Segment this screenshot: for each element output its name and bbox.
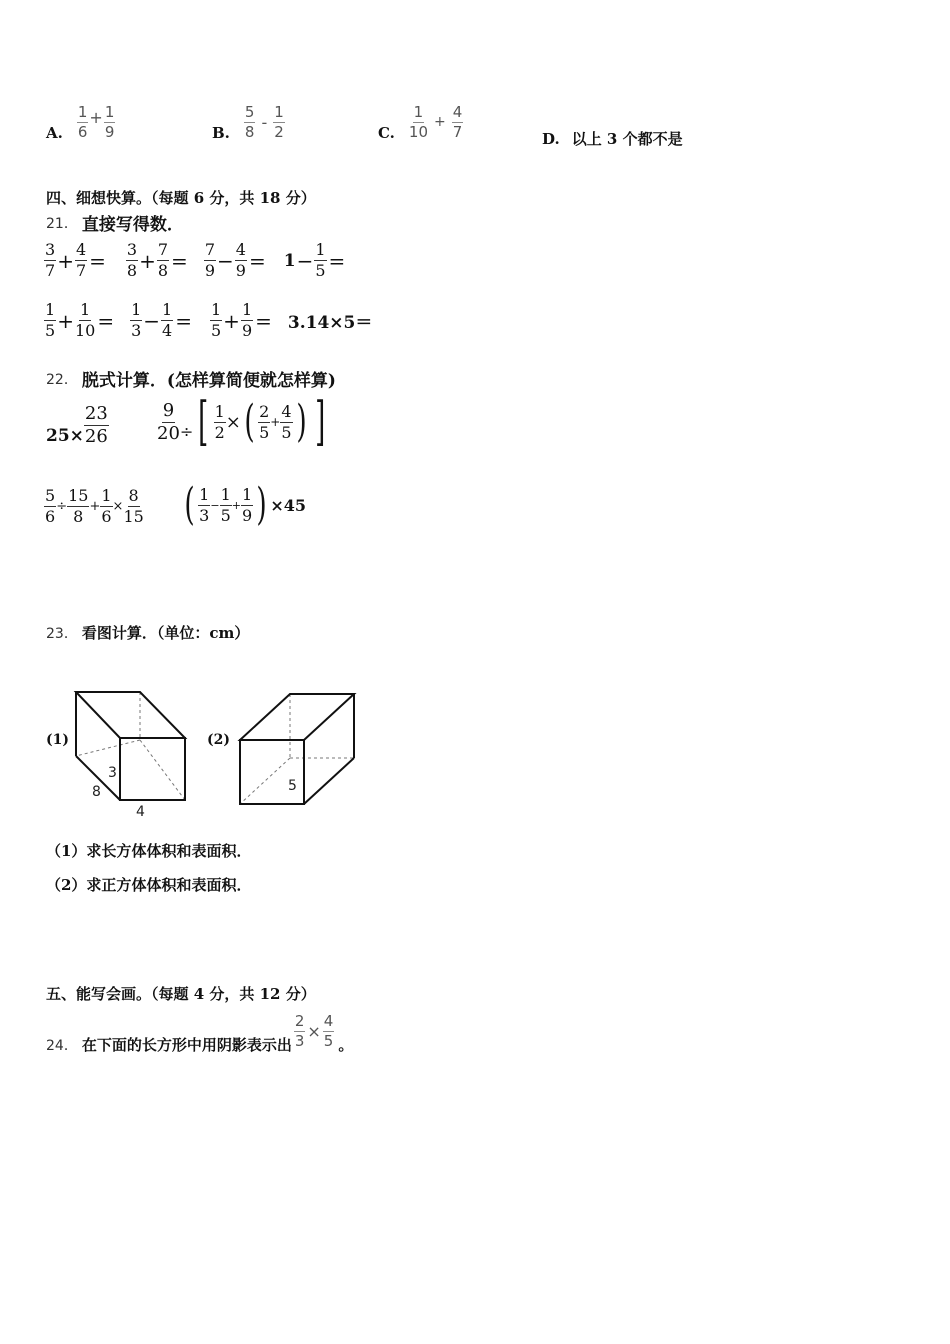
dim-width: 8 [92, 784, 101, 800]
question-22-header [46, 366, 336, 391]
sub-question-1: （1）求长方体体积和表面积． [46, 842, 252, 860]
dim-length: 4 [136, 804, 145, 820]
expression: $\frac{3}{8}$ + $\frac{7}{8}$ = [126, 240, 188, 280]
option-label: C. [378, 124, 395, 142]
q22-expression-2: $\frac{9}{20}$ ÷ [ $\frac{1}{2}$ × ( $\frac{2}{5}$ + $\frac{4}{5}$ ) ] [157, 392, 325, 452]
cube-figure [234, 686, 364, 814]
figure-1-label: (1) [46, 732, 69, 748]
fraction: $\frac{1}{9}$ [104, 102, 115, 141]
fraction: $\frac{5}{8}$ [244, 102, 255, 141]
question-number: 24． [46, 1037, 78, 1054]
question-21-header [46, 210, 184, 235]
q21-row-2 [44, 302, 372, 339]
option-label: D. [542, 129, 560, 148]
question-title: 看图计算．（单位：cm） [81, 624, 250, 642]
option-label: B. [212, 124, 230, 142]
question-number: 23． [46, 625, 78, 642]
expression: $\frac{1}{5}$ + $\frac{1}{10}$ = [45, 300, 115, 340]
option-c: C. $\frac{1}{10}$ + $\frac{4}{7}$ [378, 102, 463, 142]
expression: 3.14×5＝ [287, 313, 373, 333]
fraction: $\frac{1}{10}$ [408, 102, 428, 141]
question-24: 24． 在下面的长方形中用阴影表示出 $\frac{2}{3}$ × $\frac{4}{5}$ 。 [46, 1012, 354, 1054]
question-number: 21． [46, 215, 78, 232]
expression: $\frac{7}{9}$ − $\frac{4}{9}$ = [204, 240, 266, 280]
section-heading: 四、细想快算。（每题 6 分，共 18 分） [46, 189, 316, 207]
q22-expression-1: 25× $\frac{23}{26}$ [46, 402, 108, 447]
question-text: 在下面的长方形中用阴影表示出 [81, 1036, 292, 1054]
question-23-header [46, 622, 249, 643]
question-number: 22． [46, 371, 78, 388]
sub-question-2: （2）求正方体体积和表面积． [46, 876, 252, 894]
expression: 1 − $\frac{1}{5}$ = [283, 240, 346, 280]
dim-height: 3 [108, 765, 117, 781]
q22-expression-3: $\frac{5}{6}$ ÷ $\frac{15}{8}$ + $\frac{1}{6}$ × $\frac{8}{15}$ [45, 486, 144, 526]
question-title: 直接写得数． [81, 215, 184, 235]
figure-2-label: (2) [207, 732, 230, 748]
fraction: $\frac{4}{7}$ [452, 102, 463, 141]
q21-row-1 [44, 242, 349, 279]
option-b: B. $\frac{5}{8}$ - $\frac{1}{2}$ [212, 102, 284, 142]
expression: $\frac{3}{7}$ + $\frac{4}{7}$ = [45, 240, 106, 280]
option-label: A. [46, 124, 63, 142]
cuboid-figure [60, 680, 200, 820]
q22-expression-4: ( $\frac{1}{3}$ − $\frac{1}{5}$ + $\frac{1}{9}$ ) ×45 [184, 479, 307, 530]
option-d [542, 128, 683, 149]
expression: $\frac{1}{5}$ + $\frac{1}{9}$ = [210, 300, 272, 340]
fraction: $\frac{1}{6}$ [77, 102, 88, 141]
question-title: 脱式计算．(怎样算简便就怎样算) [81, 371, 336, 391]
fraction: $\frac{1}{2}$ [274, 102, 284, 141]
dim-side: 5 [288, 778, 297, 794]
option-text: 以上 3 个都不是 [571, 130, 683, 148]
option-a: A. $\frac{1}{6}$ + $\frac{1}{9}$ [46, 102, 115, 142]
expression: $\frac{1}{3}$ − $\frac{1}{4}$ = [131, 300, 192, 340]
section-heading: 五、能写会画。（每题 4 分，共 12 分） [46, 985, 316, 1003]
